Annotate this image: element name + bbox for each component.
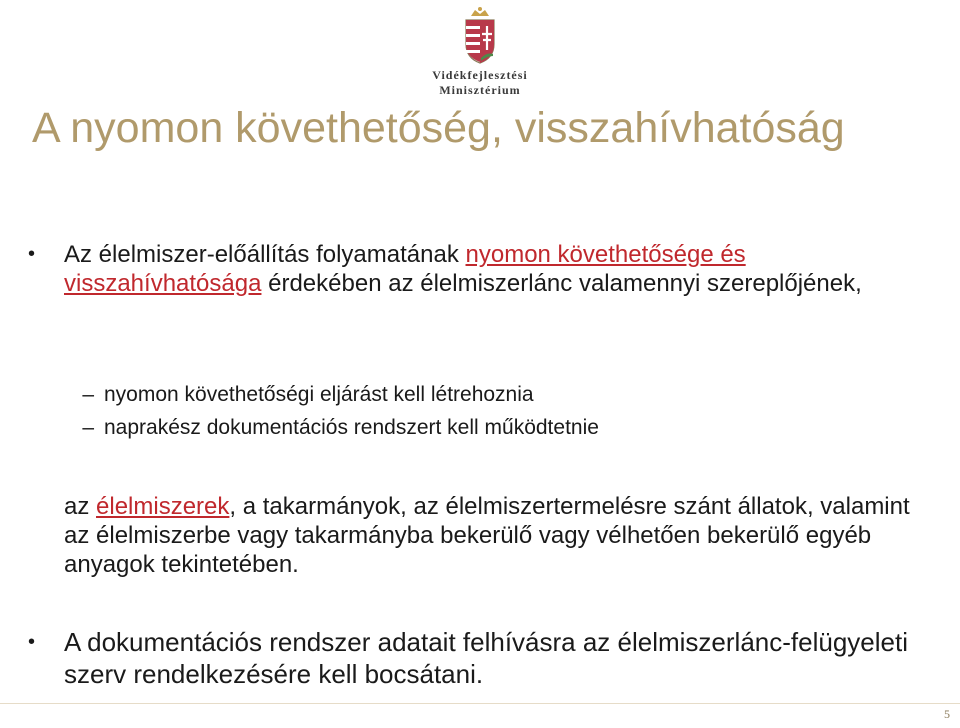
dash-item-text: naprakész dokumentációs rendszert kell működtetnie	[104, 416, 599, 439]
dash-list	[28, 378, 938, 444]
footer-divider	[0, 703, 960, 704]
dash-icon: –	[82, 383, 94, 406]
dash-item	[28, 411, 938, 444]
bullet-text: A dokumentációs rendszer adatait felhívásra az élelmiszerlánc-felügyeleti szerv rendelkezésére kell bocsátani.	[64, 627, 908, 689]
dash-icon: –	[82, 416, 94, 439]
ministry-name-line2: Minisztérium	[439, 83, 521, 97]
ministry-logo	[380, 6, 580, 96]
scope-paragraph	[28, 492, 938, 579]
page-title: A nyomon követhetőség, visszahívhatóság	[32, 104, 845, 152]
bullet-item-2	[28, 626, 938, 690]
food-link: élelmiszerek	[96, 493, 230, 520]
bullet-text-pre: Az élelmiszer-előállítás folyamatának	[64, 241, 466, 268]
bullet-icon: •	[28, 243, 36, 265]
ministry-name-line1: Vidékfejlesztési	[432, 68, 528, 82]
page-number: 5	[944, 707, 950, 721]
bullet-item-1	[28, 240, 938, 298]
hungarian-coat-of-arms-icon	[461, 6, 499, 64]
bullet-text	[64, 240, 938, 298]
bullet-text-post: érdekében az élelmiszerlánc valamennyi szereplőjének,	[261, 270, 862, 297]
dash-item-text: nyomon követhetőségi eljárást kell létrehoznia	[104, 383, 534, 406]
scope-text-post: , a takarmányok, az élelmiszertermelésre szánt állatok, valamint az élelmiszerbe vagy takarmányba bekerülő vagy vélhetően bekerülő egyéb anyagok tekintetében.	[64, 493, 910, 578]
scope-text-pre: az	[64, 493, 97, 520]
bullet-icon: •	[28, 631, 36, 653]
traceability-link: nyomon követhetősége és visszahívhatósága	[64, 241, 746, 297]
dash-item	[28, 378, 938, 411]
